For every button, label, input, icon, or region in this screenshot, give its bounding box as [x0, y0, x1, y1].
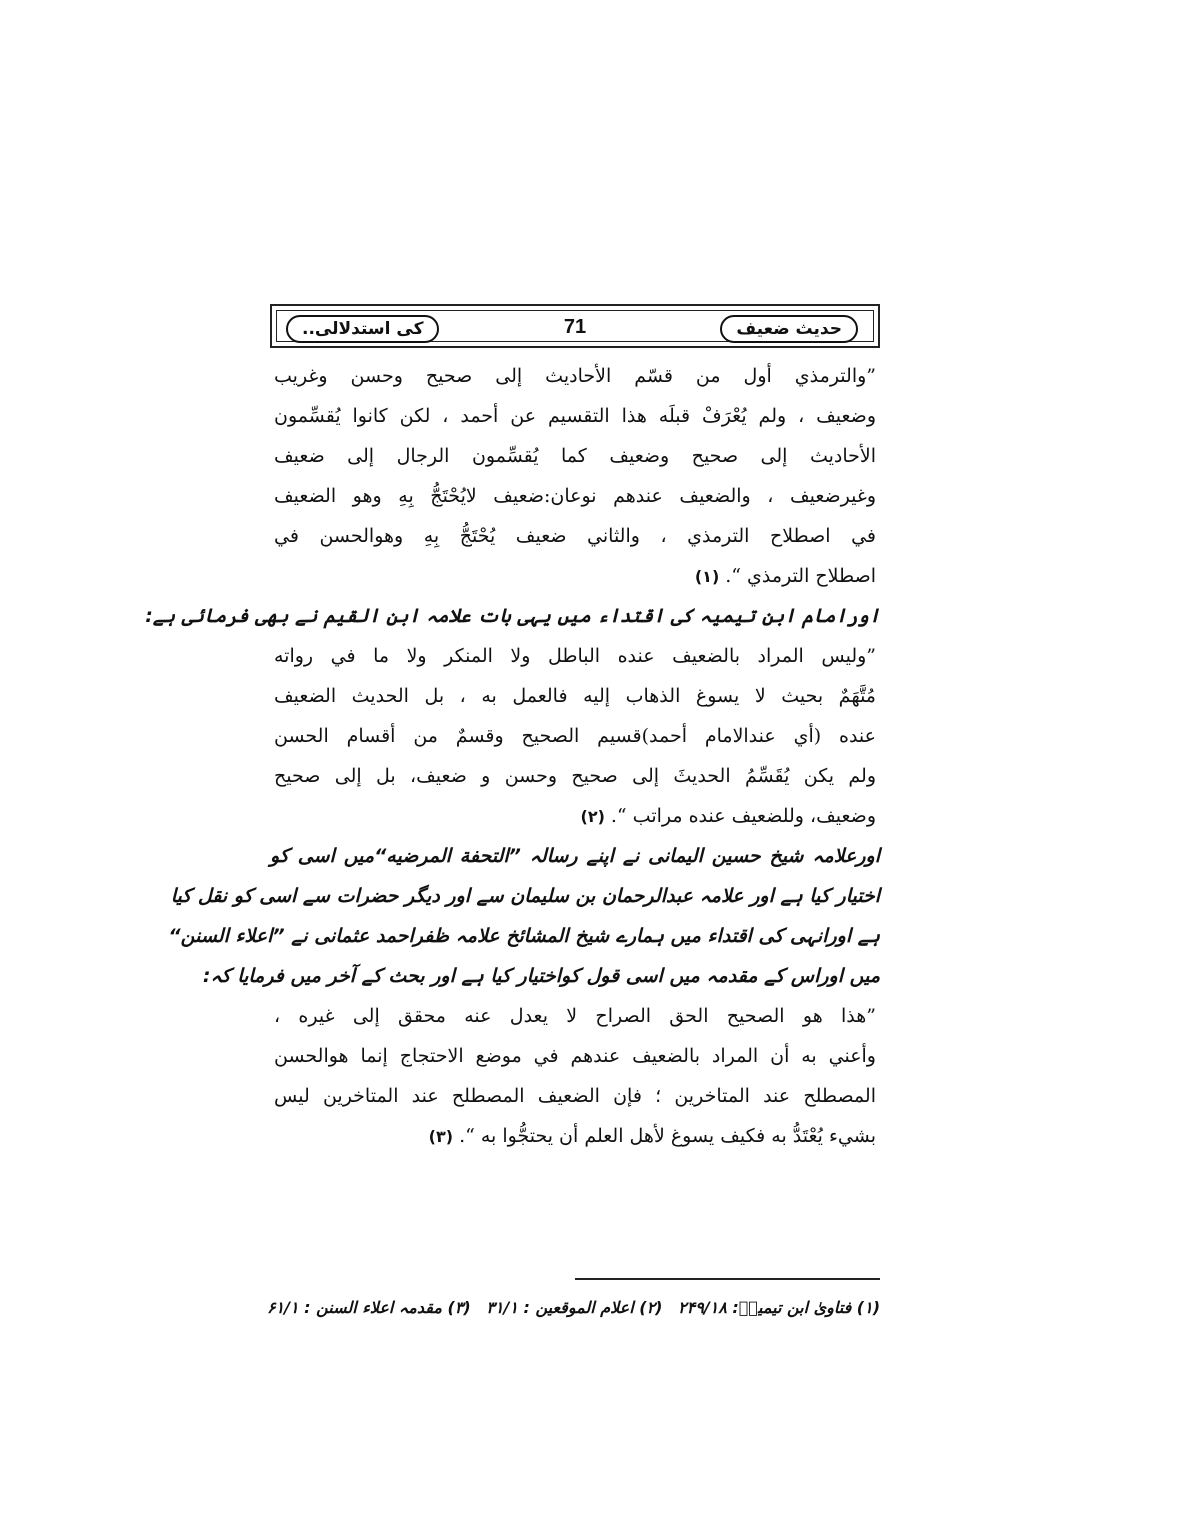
quote-line: عنده (أي عندالامام أحمد)قسيم الصحيح وقسمٌ من أقسام الحسن: [274, 725, 876, 747]
page-number: 71: [563, 316, 587, 338]
quote-line-last: [270, 1116, 880, 1156]
urdu-line: ہے اورانہی کی اقتداء میں ہمارے شیخ المشائخ علامہ ظفراحمد عثمانی نے ”اعلاء السنن“: [168, 925, 880, 947]
urdu-line: میں اوراس کے مقدمہ میں اسی قول کواختیار کیا ہے اور بحث کے آخر میں فرمایا کہ:: [202, 965, 880, 987]
header-book-title: حديث ضعيف: [720, 315, 858, 343]
quote-line: وضعيف ، ولم يُعْرَفْ قبلَه هذا التقسيم عن أحمد ، لكن كانوا يُقسِّمون: [274, 405, 876, 427]
urdu-line: اورعلامہ شیخ حسین الیمانی نے اپنے رسالہ ”التحفة المرضیه“میں اسی کو: [270, 845, 880, 867]
footnote-divider: [575, 1278, 880, 1280]
header-chapter-title: كى استدلالى..: [286, 315, 439, 343]
quote-line: وأعني به أن المراد بالضعيف عندهم في موضع الاحتجاج إنما هوالحسن: [274, 1045, 876, 1067]
quote-line: مُتَّهَمٌ بحيث لا يسوغ الذهاب إليه فالعمل به ، بل الحديث الضعيف: [274, 685, 876, 707]
footnote-3: (۳) مقدمہ اعلاء السنن : ۶۱/۱: [266, 1298, 471, 1317]
quote-line-last: [270, 556, 880, 596]
footnote-ref-3: (۳): [428, 1127, 454, 1146]
arabic-quote-ibn-qayyim: [270, 636, 880, 836]
quote-line: وغيرضعيف ، والضعيف عندهم نوعان:ضعيف لايُحْتَجُّ بِهِ وهو الضعيف: [274, 485, 876, 507]
footnote-1: (۱) فتاویٰ ابن تیمیہؒ: ۲۴۹/۱۸: [678, 1298, 880, 1317]
footnotes: [266, 1288, 880, 1328]
urdu-line: اختیار کیا ہے اور علامہ عبدالرحمان بن سلیمان سے اور دیگر حضرات سے اسی کو نقل کیا: [170, 885, 880, 907]
footnote-ref-2: (۲): [580, 807, 605, 826]
quote-line: ”وليس المراد بالضعيف عنده الباطل ولا المنكر ولا ما في رواته: [274, 645, 876, 667]
urdu-paragraph-ibn-qayyim: [145, 596, 880, 636]
running-header: [270, 304, 880, 348]
quote-line: ”والترمذي أول من قسّم الأحاديث إلى صحيح وحسن وغريب: [274, 365, 876, 387]
quote-text: وضعيف، وللضعيف عنده مراتب “.: [610, 805, 876, 827]
quote-text: بشيء يُعْتَدُّ به فكيف يسوغ لأهل العلم أن يحتجُّوا به “.: [459, 1125, 876, 1147]
quote-line: المصطلح عند المتاخرين ؛ فإن الضعيف المصطلح عند المتاخرين ليس: [274, 1085, 876, 1107]
quote-line: الأحاديث إلى صحيح وضعيف كما يُقسِّمون الرجال إلى ضعيف: [274, 445, 876, 467]
quote-line: ولم يكن يُقَسِّمُ الحديثَ إلى صحيح وحسن و ضعيف، بل إلى صحيح: [274, 765, 876, 787]
urdu-paragraph-yamani: [168, 836, 880, 996]
urdu-line: اورامام ابن تیمیہ کی اقتداء میں یہی بات علامہ ابن القیم نے بھی فرمائی ہے:: [145, 605, 880, 627]
footnote-2: (۲) اعلام الموقعین : ۳۱/۱: [486, 1298, 663, 1317]
quote-line: ”هذا هو الصحيح الحق الصراح لا يعدل عنه محقق إلى غيره ،: [274, 1005, 876, 1027]
quote-text: اصطلاح الترمذي “.: [725, 565, 876, 587]
arabic-quote-ila-us-sunan: [270, 996, 880, 1156]
quote-line-last: [270, 796, 880, 836]
page-body: [145, 356, 880, 1156]
footnote-ref-1: (۱): [694, 567, 720, 586]
arabic-quote-tirmidhi: [270, 356, 880, 596]
quote-line: في اصطلاح الترمذي ، والثاني ضعيف يُحْتَجُّ بِهِ وهوالحسن في: [274, 525, 876, 547]
